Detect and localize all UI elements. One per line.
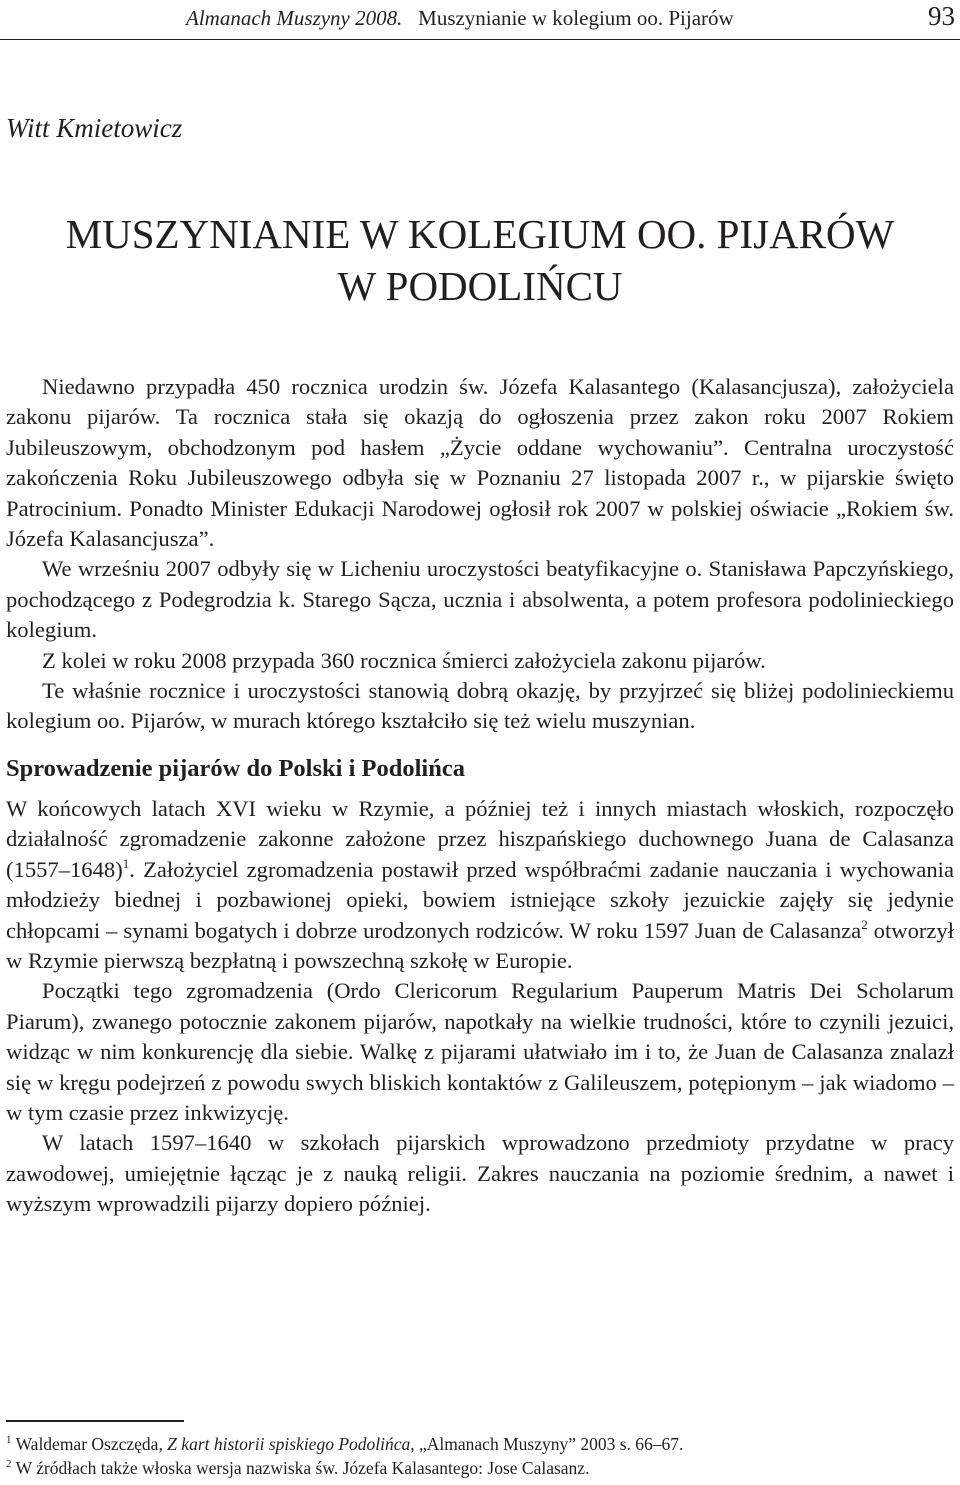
- footnote-ref-2[interactable]: 2: [861, 916, 868, 932]
- footnote-1: [6, 1432, 954, 1456]
- article-title-line-2: W PODOLIŃCU: [337, 263, 623, 309]
- article-title-line-1: MUSZYNIANIE W KOLEGIUM OO. PIJARÓW: [65, 211, 895, 257]
- footnote-ref-1[interactable]: 1: [122, 855, 130, 871]
- paragraph-2: We wrześniu 2007 odbyły się w Licheniu uroczystości beatyfikacyjne o. Stanisława Papczyńskiego, pochodzącego z Podegrodzia k. Starego Sącza, ucznia i absolwenta, a potem profesora podolinieckiego kolegium.: [6, 556, 954, 643]
- almanac-name: Almanach Muszyny 2008.: [186, 6, 403, 30]
- page-number: 93: [928, 1, 955, 31]
- footnote-1-author: Waldemar Oszczęda,: [15, 1434, 168, 1454]
- footnote-2: [6, 1456, 954, 1480]
- article-title: [0, 208, 960, 312]
- footnote-1-number: 1: [6, 1434, 12, 1446]
- running-header-title: [186, 0, 734, 36]
- paragraph-4: Te właśnie rocznice i uroczystości stanowią dobrą okazję, by przyjrzeć się bliżej podolinieckiemu kolegium oo. Pijarów, w murach którego kształciło się też wielu muszynian.: [6, 678, 954, 734]
- paragraph-5-text-b: . Założyciel zgromadzenia postawił przed współbraćmi zadanie nauczania i wychowania młodzieży biednej i pozbawionej opieki, bowiem istniejące szkoły jezuickie zajęły się jedynie chłopcami – synami bogatych i dobrze urodzonych rodziców. W roku 1597 Juan de Calasanza: [6, 856, 954, 943]
- paragraph-6: Początki tego zgromadzenia (Ordo Clericorum Regularium Pauperum Matris Dei Scholarum Piarum), zwanego potocznie zakonem pijarów, napotkały na wielkie trudności, które to czynili jezuici, widząc w nim konkurencję dla siebie. Walkę z pijarami ułatwiało im i to, że Juan de Calasanza znalazł się w kręgu podejrzeń z powodu swych bliskich kontaktów z Galileuszem, potępionym – jak wiadomo – w tym czasie przez inkwizycję.: [6, 978, 954, 1125]
- paragraph-5-text-a: W końcowych latach XVI wieku w Rzymie, a później też i innych miastach włoskich, rozpoczęło działalność zgromadzenie zakonne założone przez hiszpańskiego duchownego Juana de Calasanza (1557–1648): [6, 795, 954, 882]
- paragraph-5: [6, 794, 954, 976]
- paragraph-3: Z kolei w roku 2008 przypada 360 rocznica śmierci założyciela zakonu pijarów.: [42, 647, 766, 673]
- section-heading: Sprowadzenie pijarów do Polski i Podolińca: [6, 754, 465, 782]
- paragraph-5-text-c: otworzył w Rzymie pierwszą bezpłatną i powszechną szkołę w Europie.: [6, 917, 954, 973]
- running-header: [0, 0, 960, 40]
- paragraph-1: Niedawno przypadła 450 rocznica urodzin św. Józefa Kalasantego (Kalasancjusza), założyciela zakonu pijarów. Ta rocznica stała się okazją do ogłoszenia przez zakon roku 2007 Rokiem Jubileuszowym, obchodzonym pod hasłem „Życie oddane wychowaniu”. Centralna uroczystość zakończenia Roku Jubileuszowego odbyła się w Poznaniu 27 listopada 2007 r., w pijarskie święto Patrocinium. Ponadto Minister Edukacji Narodowej ogłosił rok 2007 w polskiej oświacie „Rokiem św. Józefa Kalasancjusza”.: [6, 374, 954, 552]
- article-body: [6, 372, 954, 1220]
- article-running-title: Muszynianie w kolegium oo. Pijarów: [418, 6, 734, 30]
- footnotes: [6, 1432, 954, 1480]
- footnote-2-text: W źródłach także włoska wersja nazwiska św. Józefa Kalasantego: Jose Calasanz.: [15, 1458, 590, 1478]
- footnote-1-source: , „Almanach Muszyny” 2003 s. 66–67.: [410, 1434, 684, 1454]
- paragraph-7: W latach 1597–1640 w szkołach pijarskich wprowadzono przedmioty przydatne w pracy zawodowej, umiejętnie łącząc je z nauką religii. Zakres nauczania na poziomie średnim, a nawet i wyższym wprowadzili pijarzy dopiero później.: [6, 1130, 954, 1217]
- article-author: Witt Kmietowicz: [6, 113, 183, 143]
- footnote-rule: [6, 1420, 184, 1422]
- header-rule: [0, 39, 960, 40]
- footnote-2-number: 2: [6, 1458, 12, 1470]
- footnote-1-work-title: Z kart historii spiskiego Podolińca: [167, 1434, 411, 1454]
